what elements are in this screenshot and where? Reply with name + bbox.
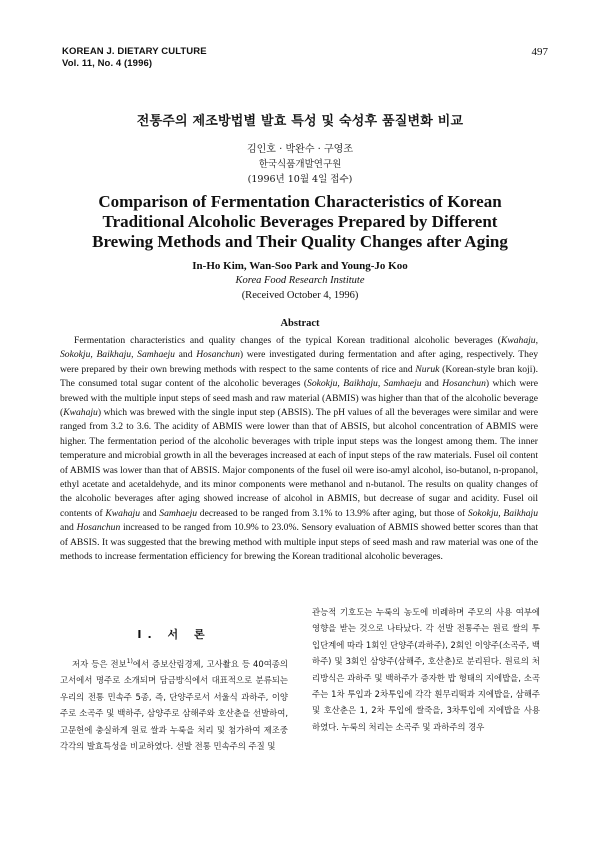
journal-volume: Vol. 11, No. 4 (1996) — [62, 58, 153, 69]
english-title-line: Comparison of Fermentation Characteristics of Korean — [98, 192, 502, 211]
english-title — [0, 192, 600, 252]
abstract-heading: Abstract — [280, 318, 320, 329]
body-paragraph: 저자 등은 전보$^{1)}$에서 증보산림경제, 고사촬요 등 40여종의 고서에서 명주로 소개되며 담금방식에서 대표적으로 분류되는 우리의 전통 민속주 5종, 즉, 단양주로서 서울식 과하주, 이양주로 소곡주 및 백하주, 삼양주로 삼해주와 호산춘을 선발하여, 고문헌에 충실하게 원료 쌀과 누룩을 처리 및 첨가하여 제조중 각각의 발효특성을 비교하였다. 선발 전통 민속주의 주질 및 — [60, 658, 288, 752]
english-authors: In-Ho Kim, Wan-Soo Park and Young-Jo Koo — [192, 260, 408, 272]
english-received-date: (Received October 4, 1996) — [241, 290, 359, 301]
english-title-line: Traditional Alcoholic Beverages Prepared by Different — [102, 212, 498, 231]
english-title-line: Brewing Methods and Their Quality Changes after Aging — [92, 232, 508, 251]
korean-institute: 한국식품개발연구원 — [258, 159, 342, 170]
korean-authors: 김인호 · 박완수 · 구영조 — [246, 144, 353, 155]
english-institute: Korea Food Research Institute — [235, 275, 365, 286]
section-heading-introduction: I. 서 론 — [137, 628, 211, 641]
abstract-body: Fermentation characteristics and quality changes of the typical Korean traditional alcoholic beverages (Kwahaju, Sokokju, Baikhaju, Samhaeju and Hosanchun) were investigated during fermentation and after aging, respectively. They were prepared by their own brewing methods with respect to the same contents of rice and Nuruk (Korean-style bran koji). The consumed total sugar content of the alcoholic beverages (Sokokju, Baikhaju, Samhaeju and Hosanchun) which were brewed with the multiple input steps of seed mash and raw material (ABMIS) was higher than that of the alcoholic beverage (Kwahaju) which was brewed with the single input step (ABSIS). The pH values of all the beverages were similar and were ranged from 3.2 to 3.6. The acidity of ABMIS were lower than that of ABSIS, but alcohol concentration of ABMIS were higher. The fermentation period of the alcoholic beverages with triple input steps was the longest among them. The inner temperature and microbial growth in all the beverages increased at each of input steps of the raw materials. Fusel oil content of ABMIS was lower than that of ABSIS. Major components of the fusel oil were iso-amyl alcohol, iso-butanol, n-propanol, ethyl acetate and acetaldehyde, and its minor components were methanol and n-butanol. The results on quality changes of the alcoholic beverages after aging showed increase of alcohol in ABMIS, but decrease of sugar and acidity. Fusel oil contents of Kwahaju and Samhaeju decreased to be ranged from 3.1% to 13.9% after aging, but those of Sokokju, Baikhaju and Hosanchun increased to be ranged from 10.9% to 23.0%. Sensory evaluation of ABMIS showed better scores than that of ABSIS. It was suggested that the brewing method with multiple input steps of seed mash and raw material was one of the methods to increase fermentation efficiency for brewing the Korean traditional alcoholic beverages. — [60, 335, 539, 563]
journal-name: KOREAN J. DIETARY CULTURE — [62, 46, 207, 57]
body-column-right — [312, 604, 540, 735]
korean-title: 전통주의 제조방법별 발효 특성 및 숙성후 품질변화 비교 — [136, 114, 464, 129]
korean-received-date: (1996년 10월 4일 접수) — [247, 174, 353, 185]
citation-ref: 1) — [126, 658, 133, 666]
body-paragraph: 관능적 기호도는 누룩의 농도에 비례하며 주모의 사용 여부에 영향을 받는 것으로 나타났다. 각 선발 전통주는 원료 쌀의 투입단계에 따라 1회인 단양주(과하주), 2회인 이양주(소곡주, 백하주) 및 3회인 삼양주(삼해주, 호산춘)로 분리된다. 원료의 처리방식은 과하주 및 백하주가 증자한 밥 형태의 지에밥을, 소곡주는 1차 투입과 2차투입에 각각 흰무리떡과 지에밥을, 삼해주 및 호산춘은 1, 2차 투입에 쌀죽을, 3차투입에 지에밥을 사용하였다. 누룩의 처리는 소곡주 및 과하주의 경우 — [312, 607, 540, 732]
page-number: 497 — [531, 46, 548, 58]
journal-header — [62, 46, 207, 70]
body-column-left — [60, 656, 288, 754]
